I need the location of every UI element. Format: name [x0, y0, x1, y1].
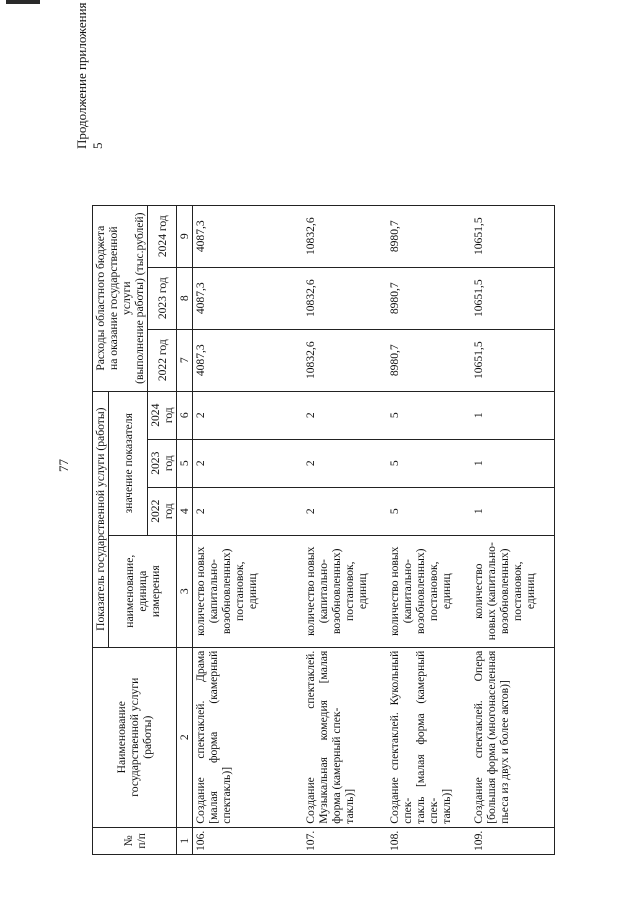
header-service-name: Наименование государственной услуги (работы) [93, 647, 177, 827]
row-service-name: Создание спектаклей. Опера [большая форма (многонаселенная пьеса из двух и более актов)] [471, 647, 555, 827]
row-exp-2024: 4087,3 [193, 205, 303, 267]
row-num: 106. [193, 827, 303, 854]
colnum-1: 1 [177, 827, 193, 854]
row-service-name: Создание спектаклей. Кукольный спек- такль [малая форма (камерный спек- такль)] [387, 647, 471, 827]
page-number: 77 [56, 459, 71, 472]
row-exp-2024: 10651,5 [471, 205, 555, 267]
row-exp-2023: 4087,3 [193, 267, 303, 329]
colnum-2: 2 [177, 647, 193, 827]
header-exp-2023: 2023 год [148, 267, 177, 329]
row-value-2022: 1 [471, 487, 555, 535]
table-row [471, 205, 555, 854]
row-value-2022: 2 [193, 487, 303, 535]
row-num: 109. [471, 827, 555, 854]
row-value-2023: 2 [303, 439, 387, 487]
row-exp-2024: 10832,6 [303, 205, 387, 267]
header-indicator-name: наименование, единица измерения [109, 535, 177, 647]
row-exp-2023: 10832,6 [303, 267, 387, 329]
row-num: 107. [303, 827, 387, 854]
row-value-2024: 2 [193, 391, 303, 439]
continuation-label: Продолжение приложения 5 [74, 2, 105, 149]
colnum-9: 9 [177, 205, 193, 267]
row-unit: количество новых (капитально- возобновленных) постановок, единиц [471, 535, 555, 647]
row-value-2024: 1 [471, 391, 555, 439]
row-value-2023: 1 [471, 439, 555, 487]
row-value-2024: 2 [303, 391, 387, 439]
colnum-3: 3 [177, 535, 193, 647]
header-value-2023: 2023 год [148, 439, 177, 487]
table-row [387, 205, 471, 854]
row-exp-2024: 8980,7 [387, 205, 471, 267]
row-exp-2022: 4087,3 [193, 329, 303, 391]
row-exp-2022: 8980,7 [387, 329, 471, 391]
row-exp-2022: 10832,6 [303, 329, 387, 391]
colnum-5: 5 [177, 439, 193, 487]
header-indicator-value: значение показателя [109, 391, 148, 535]
row-service-name: Создание спектаклей. Музыкальная комедия [малая форма (камерный спек- такль)] [303, 647, 387, 827]
colnum-8: 8 [177, 267, 193, 329]
row-num: 108. [387, 827, 471, 854]
column-numbers-row [177, 205, 193, 854]
table-row [303, 205, 387, 854]
header-value-2024: 2024 год [148, 391, 177, 439]
row-value-2023: 5 [387, 439, 471, 487]
row-unit: количество новых (капитально- возобновленных) постановок, единиц [303, 535, 387, 647]
colnum-4: 4 [177, 487, 193, 535]
row-value-2023: 2 [193, 439, 303, 487]
colnum-6: 6 [177, 391, 193, 439]
row-unit: количество новых (капитально- возобновленных) постановок, единиц [387, 535, 471, 647]
header-value-2022: 2022 год [148, 487, 177, 535]
header-expenses: Расходы областного бюджета на оказание государственной услуги (выполнение работы) (тыс.рублей) [93, 205, 148, 391]
header-exp-2022: 2022 год [148, 329, 177, 391]
services-table [92, 205, 555, 855]
row-value-2022: 5 [387, 487, 471, 535]
row-exp-2023: 10651,5 [471, 267, 555, 329]
table-row [193, 205, 303, 854]
header-indicator-group: Показатель государственной услуги (работы) [93, 391, 109, 647]
row-service-name: Создание спектаклей. Драма [малая форма (камерный спектакль)] [193, 647, 303, 827]
row-value-2024: 5 [387, 391, 471, 439]
header-exp-2024: 2024 год [148, 205, 177, 267]
row-exp-2023: 8980,7 [387, 267, 471, 329]
colnum-7: 7 [177, 329, 193, 391]
header-num: № п/п [93, 827, 177, 854]
row-value-2022: 2 [303, 487, 387, 535]
row-unit: количество новых (капитально- возобновленных) постановок, единиц [193, 535, 303, 647]
row-exp-2022: 10651,5 [471, 329, 555, 391]
